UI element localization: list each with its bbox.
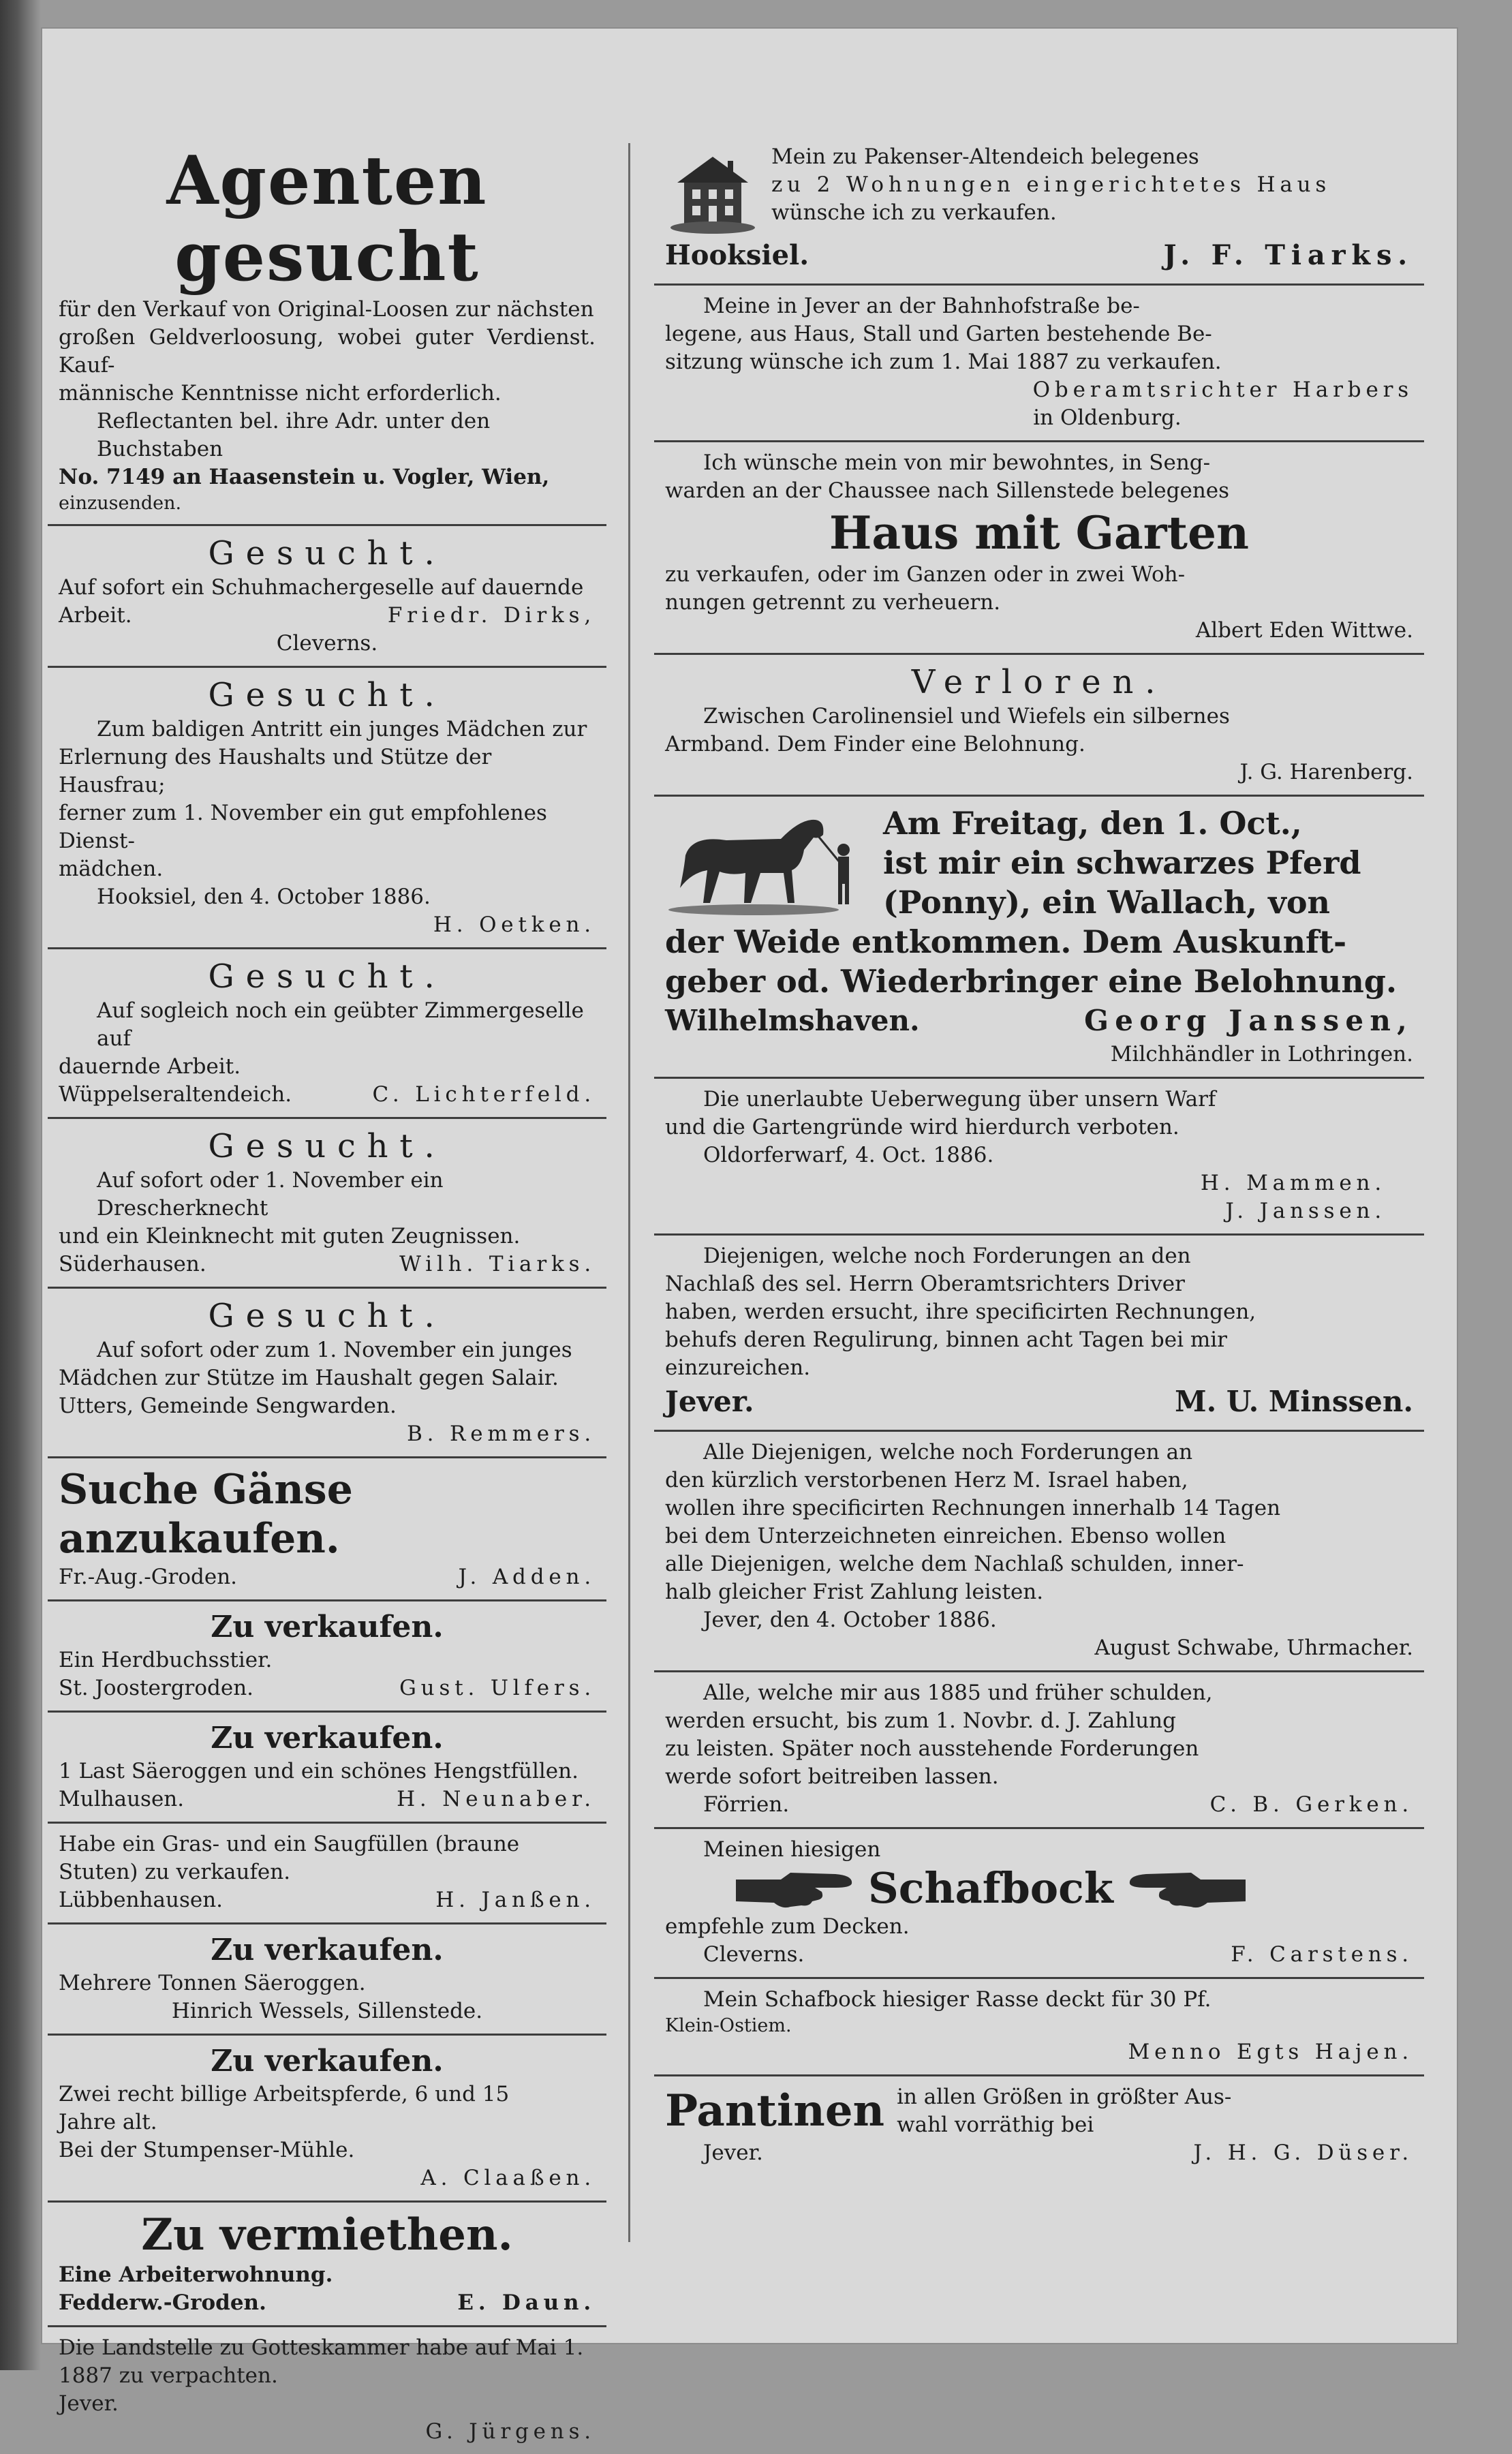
ad-signature: M. U. Minssen.	[1175, 1385, 1413, 1418]
pointing-hand-left-icon	[1126, 1865, 1248, 1912]
ad-pferd	[654, 797, 1424, 1079]
ad-place: Lübbenhausen.	[59, 1888, 223, 1912]
ad-verloren	[654, 655, 1424, 797]
ad-headline: Gesucht.	[208, 534, 446, 572]
ad-place: Förrien.	[703, 1792, 790, 1817]
ad-place: Jever.	[703, 2141, 763, 2165]
ad-place: Jever, den 4. October 1886.	[703, 1608, 997, 1632]
ad-agenten	[48, 136, 606, 526]
ad-line: den kürzlich verstorbenen Herz M. Israel haben,	[665, 1468, 1188, 1492]
ad-headline: Suche Gänse anzukaufen.	[59, 1466, 353, 1563]
ad-line: und die Gartengründe wird hierdurch verboten.	[665, 1115, 1179, 1139]
ad-headline: Gesucht.	[208, 957, 446, 996]
ad-line: Habe ein Gras- und ein Saugfüllen (braune	[59, 1832, 520, 1856]
ad-pantinen	[654, 2076, 1424, 2175]
ad-line: Meine in Jever an der Bahnhofstraße be-	[703, 294, 1140, 318]
ad-gesucht-3	[48, 949, 606, 1119]
ad-line: nungen getrennt zu verheuern.	[665, 590, 1001, 615]
ad-signature: Friedr. Dirks,	[387, 603, 596, 628]
ad-signature: J. G. Harenberg.	[1239, 760, 1413, 784]
ad-headline: Zu verkaufen.	[211, 2044, 444, 2079]
ad-line: Mädchen zur Stütze im Haushalt gegen Salair.	[59, 1366, 559, 1390]
ad-signature: August Schwabe, Uhrmacher.	[1094, 1636, 1413, 1660]
column-divider	[628, 143, 630, 2242]
ad-fuellen	[48, 1824, 606, 1924]
house-icon	[665, 147, 760, 236]
ad-signature: B. Remmers.	[407, 1422, 596, 1446]
ad-signature: C. Lichterfeld.	[372, 1082, 596, 1107]
ad-line: Alle, welche mir aus 1885 und früher schulden,	[703, 1681, 1213, 1705]
ad-place: Wüppelseraltendeich.	[59, 1082, 292, 1107]
ad-gesucht-5	[48, 1289, 606, 1458]
ad-verkaufen-4	[48, 2036, 606, 2203]
ad-line: haben, werden ersucht, ihre specificirten Rechnungen,	[665, 1300, 1256, 1324]
ad-place: Jever.	[665, 1385, 754, 1418]
ad-line: (Ponny), ein Wallach, von	[883, 884, 1330, 921]
ad-headline: Schafbock	[868, 1863, 1113, 1913]
ad-line: Zwei recht billige Arbeitspferde, 6 und 15	[59, 2082, 510, 2106]
ad-line: werden ersucht, bis zum 1. Novbr. d. J. Zahlung	[665, 1708, 1176, 1733]
ad-place: Fedderw.-Groden.	[59, 2290, 266, 2315]
ad-line: Utters, Gemeinde Sengwarden.	[59, 1394, 397, 1418]
ad-line: 1887 zu verpachten.	[59, 2363, 278, 2388]
ad-line: Arbeit.	[59, 603, 132, 628]
ad-headline: Zu vermiethen.	[141, 2209, 513, 2260]
ad-line: Erlernung des Haushalts und Stütze der Hausfrau;	[59, 745, 492, 797]
ad-line: geber od. Wiederbringer eine Belohnung.	[665, 963, 1397, 1000]
ad-signature: F. Carstens.	[1231, 1942, 1413, 1967]
ad-line: Zum baldigen Antritt ein junges Mädchen zur	[97, 717, 587, 741]
right-column	[654, 136, 1424, 2290]
ad-line: halb gleicher Frist Zahlung leisten.	[665, 1580, 1044, 1604]
ad-line: einzureichen.	[665, 1355, 811, 1380]
ad-line: Jahre alt.	[59, 2110, 157, 2134]
ad-signature: J. Janssen.	[1225, 1199, 1386, 1223]
ad-line: Ich wünsche mein von mir bewohntes, in Seng-	[703, 450, 1211, 475]
ad-line: Nachlaß des sel. Herrn Oberamtsrichters Driver	[665, 1272, 1185, 1296]
ad-line: für den Verkauf von Original-Loosen zur nächsten	[59, 297, 594, 322]
ad-signature: H. Neunaber.	[397, 1787, 596, 1811]
ad-line: dauernde Arbeit.	[59, 1054, 241, 1079]
ad-signature: Menno Egts Hajen.	[1128, 2040, 1413, 2064]
ad-headline: Zu verkaufen.	[211, 1721, 444, 1755]
ad-line: Auf sofort ein Schuhmachergeselle auf dauernde	[59, 575, 584, 600]
ad-nachlass-driver	[654, 1236, 1424, 1432]
ad-signature: Hinrich Wessels, Sillenstede.	[171, 1999, 483, 2023]
ad-signature: Wilh. Tiarks.	[399, 1252, 596, 1276]
ad-schafbock	[654, 1829, 1424, 1979]
ad-headline: Haus mit Garten	[829, 506, 1249, 559]
ad-place: St. Joostergroden.	[59, 1676, 254, 1700]
ad-line: Am Freitag, den 1. Oct.,	[883, 805, 1302, 842]
ad-place: Klein-Ostiem.	[665, 2015, 792, 2036]
ad-signature: J. H. G. Düser.	[1193, 2141, 1413, 2165]
ad-line: Stuten) zu verkaufen.	[59, 1860, 291, 1884]
ad-signature: Gust. Ulfers.	[399, 1676, 596, 1700]
ad-verkaufen-1	[48, 1601, 606, 1713]
ad-haus-pakens	[654, 136, 1424, 286]
ad-headline: Zu verkaufen.	[211, 1610, 444, 1644]
ad-line: werde sofort beitreiben lassen.	[665, 1764, 999, 1789]
ad-line: Alle Diejenigen, welche noch Forderungen an	[703, 1440, 1193, 1464]
ad-verkaufen-2	[48, 1713, 606, 1824]
ad-line: wollen ihre specificirten Rechnungen innerhalb 14 Tagen	[665, 1496, 1281, 1520]
ad-signature: Oberamtsrichter Harbers	[1032, 378, 1413, 402]
ad-line: der Weide entkommen. Dem Auskunft-	[665, 923, 1347, 960]
ad-line: Mehrere Tonnen Säeroggen.	[59, 1971, 366, 1995]
ad-line: zu leisten. Später noch ausstehende Forderungen	[665, 1736, 1199, 1761]
ad-headline: Agenten gesucht	[166, 142, 488, 296]
ad-gesucht-1	[48, 526, 606, 668]
ad-signature: Georg Janssen,	[1084, 1004, 1413, 1037]
ad-signature: Milchhändler in Lothringen.	[1110, 1042, 1413, 1067]
ad-line: Diejenigen, welche noch Forderungen an den	[703, 1244, 1191, 1268]
ad-line: wünsche ich zu verkaufen.	[771, 200, 1057, 225]
ad-line: Mein zu Pakenser-Altendeich belegenes	[771, 144, 1199, 169]
ad-line: legene, aus Haus, Stall und Garten bestehende Be-	[665, 322, 1212, 346]
ad-gaense	[48, 1458, 606, 1601]
ad-signature: in Oldenburg.	[1033, 405, 1182, 430]
ad-line: 1 Last Säeroggen und ein schönes Hengstfüllen.	[59, 1759, 578, 1783]
ad-line: Reflectanten bel. ihre Adr. unter den Buchstaben	[97, 409, 491, 461]
ad-line: Mein Schafbock hiesiger Rasse deckt für 30 Pf.	[703, 1987, 1212, 2012]
ad-line: in allen Größen in größter Aus-	[897, 2085, 1232, 2109]
ad-signature: H. Janßen.	[435, 1888, 596, 1912]
ad-schulden	[654, 1672, 1424, 1829]
left-column	[41, 136, 606, 2444]
ad-warf	[654, 1079, 1424, 1236]
ad-schafbock-rasse	[654, 1979, 1424, 2076]
ad-signature: H. Oetken.	[433, 912, 596, 937]
ad-line: Auf sogleich noch ein geübter Zimmergeselle auf	[97, 998, 584, 1051]
ad-signature: Albert Eden Wittwe.	[1195, 618, 1413, 643]
ad-line: Ein Herdbuchsstier.	[59, 1648, 273, 1672]
ad-line: wahl vorräthig bei	[897, 2113, 1094, 2137]
ad-line: sitzung wünsche ich zum 1. Mai 1887 zu verkaufen.	[665, 350, 1222, 374]
pointing-hand-right-icon	[733, 1865, 856, 1912]
ad-gesucht-2	[48, 668, 606, 949]
ad-signature: A. Claaßen.	[420, 2166, 596, 2190]
ad-line: Zwischen Carolinensiel und Wiefels ein silbernes	[703, 704, 1230, 728]
ad-place: Süderhausen.	[59, 1252, 206, 1276]
ad-line: alle Diejenigen, welche dem Nachlaß schulden, inner-	[665, 1552, 1244, 1576]
ad-signature: H. Mammen.	[1200, 1171, 1386, 1195]
newspaper-page	[41, 27, 1458, 2444]
ad-headline: Zu verkaufen.	[211, 1933, 444, 1967]
ad-signature: Cleverns.	[276, 631, 378, 656]
ad-place: Mulhausen.	[59, 1787, 185, 1811]
ad-gesucht-4	[48, 1119, 606, 1289]
ad-bahnhofstrasse	[654, 286, 1424, 442]
ad-verkaufen-3	[48, 1924, 606, 2036]
ad-headline: Pantinen	[665, 2085, 885, 2136]
ad-line: mädchen.	[59, 857, 164, 881]
ad-line: zu verkaufen, oder im Ganzen oder in zwei Woh-	[665, 562, 1186, 587]
ad-line: No. 7149 an Haasenstein u. Vogler, Wien,	[59, 465, 550, 489]
ad-headline: Gesucht.	[208, 1297, 446, 1335]
ad-place: Hooksiel.	[665, 239, 809, 271]
ad-line: Auf sofort oder zum 1. November ein junges	[97, 1338, 572, 1362]
scan-binding-edge	[0, 0, 41, 2370]
ad-line: einzusenden.	[59, 493, 182, 514]
ad-line: empfehle zum Decken.	[665, 1914, 910, 1939]
ad-line: zu 2 Wohnungen eingerichtetes Haus	[771, 172, 1331, 197]
ad-place: Fr.-Aug.-Groden.	[59, 1565, 238, 1589]
ad-line: großen Geldverloosung, wobei guter Verdienst. Kauf-	[59, 325, 596, 378]
ad-place: Oldorferwarf, 4. Oct. 1886.	[703, 1143, 994, 1167]
ad-haus-garten	[654, 442, 1424, 655]
ad-line: männische Kenntnisse nicht erforderlich.	[59, 381, 502, 405]
ad-line: Die unerlaubte Ueberwegung über unsern Warf	[703, 1087, 1216, 1111]
horse-icon	[665, 808, 869, 917]
ad-signature: J. Adden.	[458, 1565, 596, 1589]
ad-line: bei dem Unterzeichneten einreichen. Ebenso wollen	[665, 1524, 1226, 1548]
ad-headline: Gesucht.	[208, 1127, 446, 1165]
ad-place: Hooksiel, den 4. October 1886.	[97, 885, 431, 909]
ad-signature: G. Jürgens.	[425, 2419, 596, 2444]
ad-line: ist mir ein schwarzes Pferd	[883, 844, 1361, 881]
ad-signature: J. F. Tiarks.	[1163, 239, 1413, 271]
ad-place: Jever.	[59, 2391, 119, 2416]
ad-headline: Verloren.	[911, 663, 1167, 701]
ad-line: Eine Arbeiterwohnung.	[59, 2263, 333, 2287]
ad-signature: E. Daun.	[457, 2290, 596, 2315]
ad-line: Bei der Stumpenser-Mühle.	[59, 2138, 355, 2162]
ad-place: Cleverns.	[703, 1942, 805, 1967]
ad-place: Wilhelmshaven.	[665, 1004, 920, 1037]
ad-vermiethen	[48, 2203, 606, 2327]
ad-line: Die Landstelle zu Gotteskammer habe auf Mai 1.	[59, 2335, 584, 2360]
ad-line: Meinen hiesigen	[703, 1837, 881, 1862]
ad-line: Auf sofort oder 1. November ein Drescherknecht	[97, 1168, 444, 1221]
ad-line: Armband. Dem Finder eine Belohnung.	[665, 732, 1085, 756]
ad-signature: C. B. Gerken.	[1209, 1792, 1413, 1817]
ad-headline: Gesucht.	[208, 676, 446, 714]
ad-line: ferner zum 1. November ein gut empfohlenes Dienst-	[59, 801, 547, 853]
ad-nachlass-israel	[654, 1432, 1424, 1672]
ad-line: behufs deren Regulirung, binnen acht Tagen bei mir	[665, 1328, 1227, 1352]
ad-line: und ein Kleinknecht mit guten Zeugnissen.	[59, 1224, 521, 1248]
ad-line: warden an der Chaussee nach Sillenstede belegenes	[665, 478, 1230, 503]
ad-landstelle	[48, 2327, 606, 2454]
